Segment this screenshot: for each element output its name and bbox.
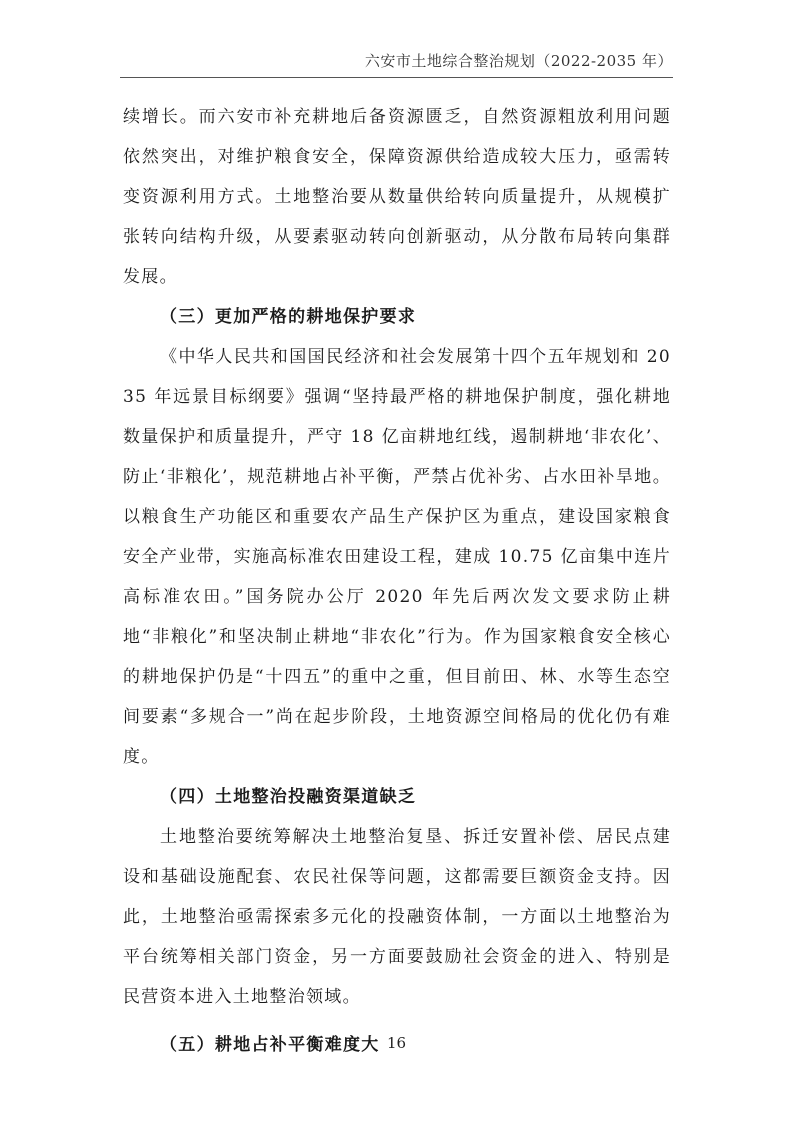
page-number: 16 (386, 1034, 407, 1052)
paragraph-financing: 土地整治要统筹解决土地整治复垦、拆迁安置补偿、居民点建设和基础设施配套、农民社保等问题，这都需要巨额资金支持。因此，土地整治亟需探索多元化的投融资体制，一方面以土地整治为平台统筹相关部门资金，另一方面要鼓励社会资金的进入、特别是民营资本进入土地整治领域。 (123, 827, 671, 1007)
paragraph-continued: 续增长。而六安市补充耕地后备资源匮乏，自然资源粗放利用问题依然突出，对维护粮食安全，保障资源供给造成较大压力，亟需转变资源利用方式。土地整治要从数量供给转向质量提升，从规模扩张转向结构升级，从要素驱动转向创新驱动，从分散布局转向集群发展。 (123, 107, 671, 287)
page-header: 六安市土地综合整治规划（2022-2035 年） (364, 52, 673, 70)
section-heading-5: （五）耕地占补平衡难度大 (160, 1035, 380, 1055)
page-body (123, 97, 671, 1065)
section-heading-4: （四）土地整治投融资渠道缺乏 (160, 787, 417, 807)
paragraph-cultivated-land-protection: 《中华人民共和国国民经济和社会发展第十四个五年规划和 2035 年远景目标纲要》强调“坚持最严格的耕地保护制度，强化耕地数量保护和质量提升，严守 18 亿亩耕地红线，遏制耕地‘非农化’、防止‘非粮化’，规范耕地占补平衡，严禁占优补劣、占水田补旱地。以粮食生产功能区和重要农产品生产保护区为重点，建设国家粮食安全产业带，实施高标准农田建设工程，建成 10.75 亿亩集中连片高标准农田。”国务院办公厅 2020 年先后两次发文要求防止耕地“非粮化”和坚决制止耕地“非农化”行为。作为国家粮食安全核心的耕地保护仍是“十四五”的重中之重，但目前田、林、水等生态空间要素“多规合一”尚在起步阶段，土地资源空间格局的优化仍有难度。 (123, 347, 671, 767)
header-divider (120, 77, 673, 78)
section-heading-3: （三）更加严格的耕地保护要求 (160, 307, 417, 327)
